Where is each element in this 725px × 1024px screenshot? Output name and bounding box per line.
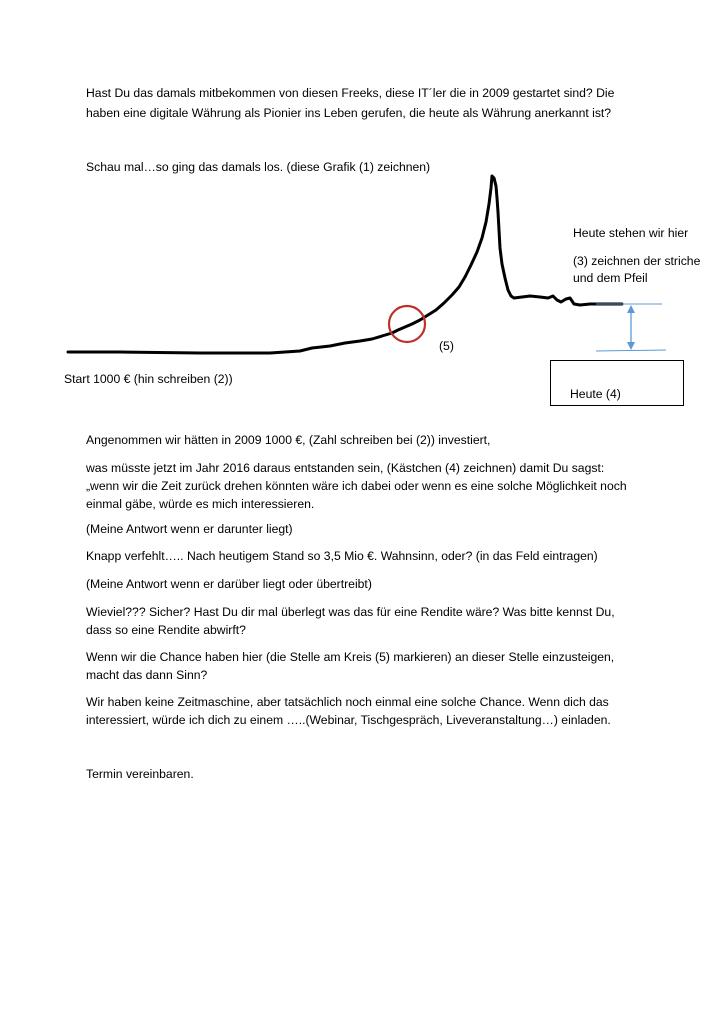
arrow-head-down [627,342,635,350]
paragraph-2-line-1: was müsste jetzt im Jahr 2016 daraus entstanden sein, (Kästchen (4) zeichnen) damit Du sagst: [86,461,605,475]
paragraph-2-line-2: „wenn wir die Zeit zurück drehen könnten wäre ich dabei oder wenn es eine solche Möglichkeit noch [86,479,627,493]
paragraph-5: (Meine Antwort wenn er darüber liegt oder übertreibt) [86,577,372,591]
paragraph-6-line-1: Wieviel??? Sicher? Hast Du dir mal überlegt was das für eine Rendite wäre? Was bitte kennst Du, [86,605,615,619]
paragraph-8-line-1: Wir haben keine Zeitmaschine, aber tatsächlich noch einmal eine solche Chance. Wenn dich das [86,695,609,709]
paragraph-2-line-3: einmal gäbe, würde es mich interessieren. [86,497,315,511]
price-sketch-figure [0,0,725,420]
intro-line-1: Hast Du das damals mitbekommen von diesen Freeks, diese IT´ler die in 2009 gestartet sind? Die [86,86,615,100]
arrow-head-up [627,305,635,313]
paragraph-3: (Meine Antwort wenn er darunter liegt) [86,522,293,536]
zeichnen-note-line-2: und dem Pfeil [573,271,648,285]
paragraph-8-line-2: interessiert, würde ich dich zu einem …..(Webinar, Tischgespräch, Liveveranstaltung…) einladen. [86,713,611,727]
guide-line-bottom [596,350,666,351]
heute-box-label: Heute (4) [570,387,621,401]
price-curve [68,176,622,353]
start-label: Start 1000 € (hin schreiben (2)) [64,372,233,386]
paragraph-9: Termin vereinbaren. [86,767,194,781]
entry-point-circle [389,306,425,342]
paragraph-6-line-2: dass so eine Rendite abwirft? [86,623,246,637]
heute-hier-label: Heute stehen wir hier [573,226,689,240]
paragraph-7-line-2: macht das dann Sinn? [86,668,208,682]
paragraph-4: Knapp verfehlt….. Nach heutigem Stand so 3,5 Mio €. Wahnsinn, oder? (in das Feld eintragen) [86,549,598,563]
intro-line-2: haben eine digitale Währung als Pionier ins Leben gerufen, die heute als Währung anerkannt ist? [86,106,612,120]
heute-box [550,360,684,406]
schau-line: Schau mal…so ging das damals los. (diese Grafik (1) zeichnen) [86,160,431,174]
paragraph-1: Angenommen wir hätten in 2009 1000 €, (Zahl schreiben bei (2)) investiert, [86,433,491,447]
paragraph-7-line-1: Wenn wir die Chance haben hier (die Stelle am Kreis (5) markieren) an dieser Stelle einzusteigen, [86,650,615,664]
marker-5-label: (5) [439,339,454,353]
zeichnen-note-line-1: (3) zeichnen der striche [573,254,701,268]
